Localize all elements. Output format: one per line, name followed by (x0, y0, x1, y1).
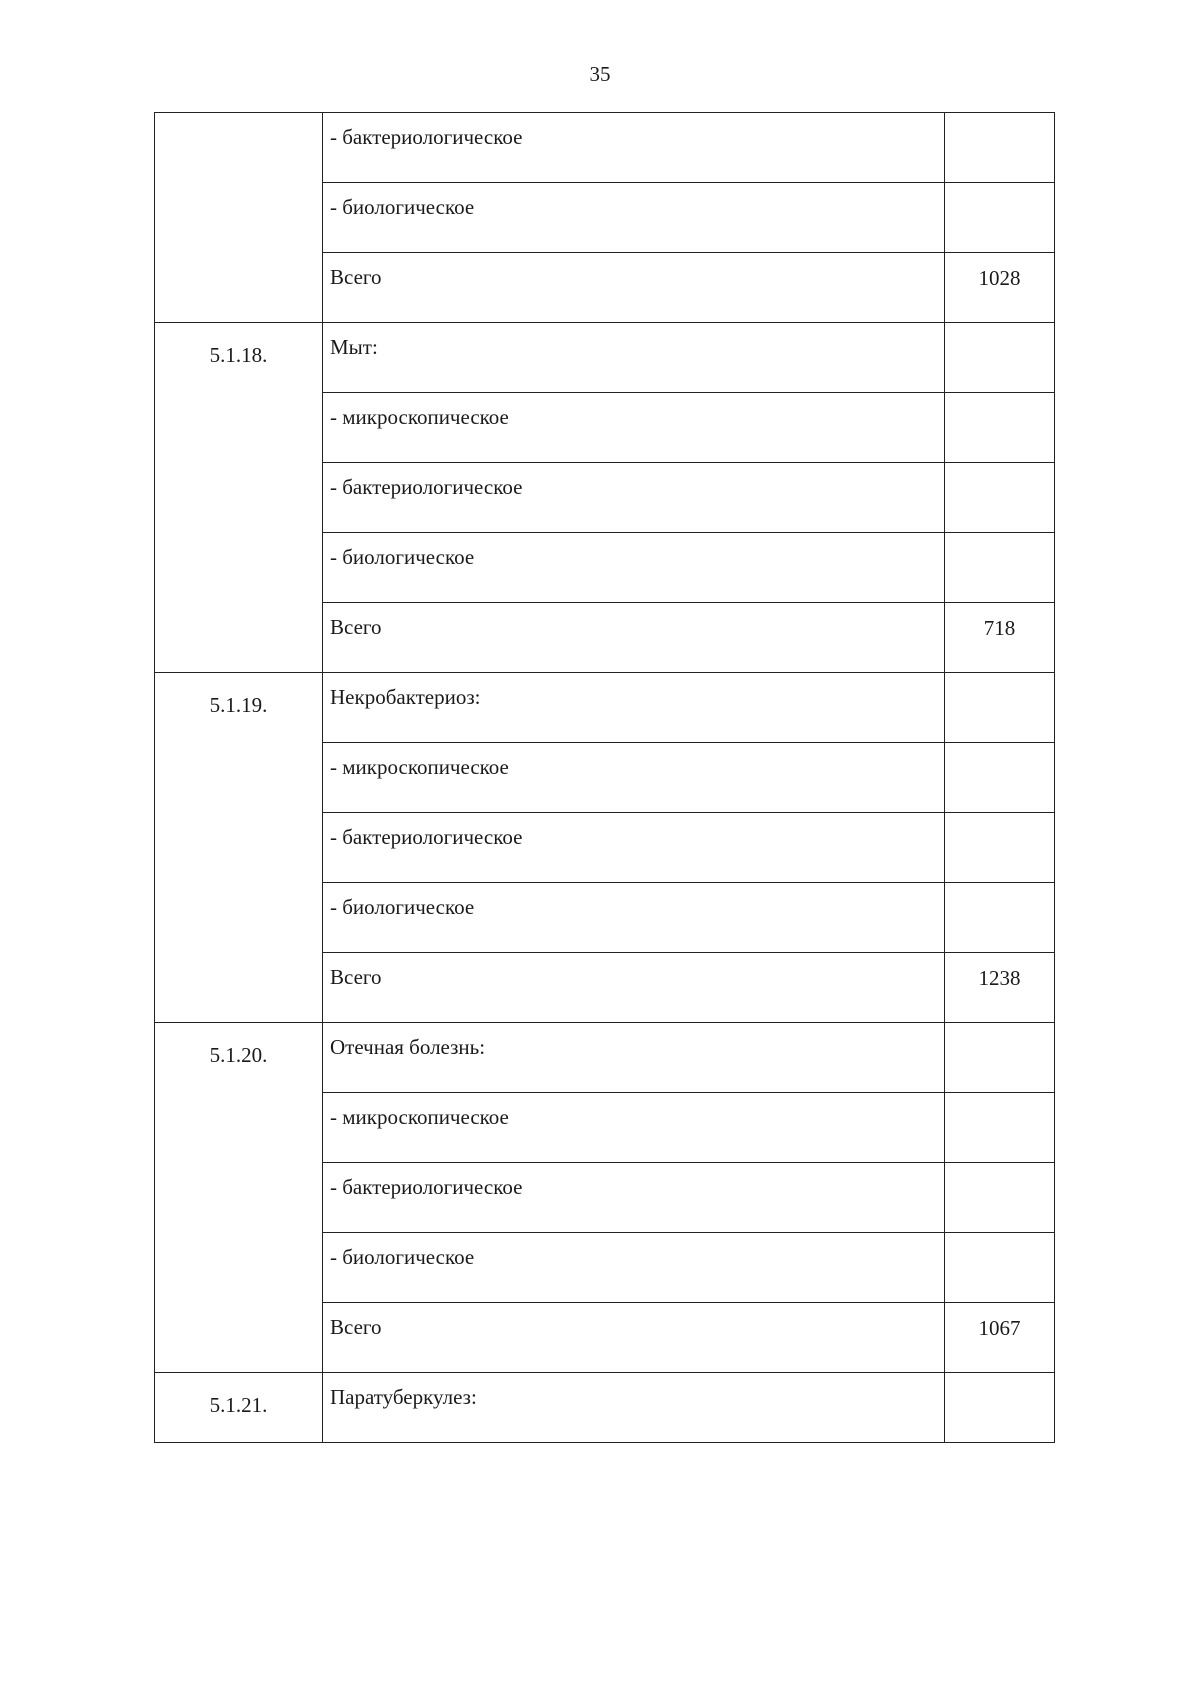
research-name: Мыт: (330, 335, 378, 359)
section-code-cell (155, 1023, 323, 1373)
table-row (155, 1373, 1055, 1443)
research-name: - бактериологическое (330, 1175, 523, 1199)
value-cell (945, 1093, 1055, 1163)
section-code-cell (155, 323, 323, 673)
value-cell (945, 953, 1055, 1023)
value-cell (945, 1023, 1055, 1093)
value (945, 813, 1054, 826)
value (945, 1093, 1054, 1106)
research-name: Всего (330, 615, 382, 639)
research-name: - биологическое (330, 195, 475, 219)
section-code-cell (155, 673, 323, 1023)
value-cell (945, 393, 1055, 463)
value-cell (945, 183, 1055, 253)
research-name-cell (323, 393, 945, 463)
value: 718 (983, 616, 1016, 640)
research-name-cell (323, 1023, 945, 1093)
value-cell (945, 603, 1055, 673)
value (945, 533, 1054, 546)
research-name: Некробактериоз: (330, 685, 481, 709)
section-code-cell (155, 1373, 323, 1443)
research-name: - микроскопическое (330, 405, 509, 429)
value (945, 1163, 1054, 1176)
research-name-cell (323, 1303, 945, 1373)
value (945, 1233, 1054, 1246)
value (945, 883, 1054, 896)
value (945, 1023, 1054, 1036)
section-code: 5.1.21. (209, 1393, 268, 1417)
research-name: Отечная болезнь: (330, 1035, 486, 1059)
research-name-cell (323, 883, 945, 953)
value-cell (945, 253, 1055, 323)
research-name: - бактериологическое (330, 125, 523, 149)
research-name-cell (323, 323, 945, 393)
research-name-cell (323, 253, 945, 323)
research-name: - бактериологическое (330, 475, 523, 499)
value (945, 743, 1054, 756)
research-name: - микроскопическое (330, 755, 509, 779)
value-cell (945, 113, 1055, 183)
value-cell (945, 813, 1055, 883)
value-cell (945, 1233, 1055, 1303)
value-cell (945, 1373, 1055, 1443)
value-cell (945, 463, 1055, 533)
tariff-table (154, 112, 1055, 1443)
value: 1238 (978, 966, 1021, 990)
research-name-cell (323, 743, 945, 813)
page-number: 35 (589, 62, 611, 86)
research-name: Всего (330, 965, 382, 989)
value-cell (945, 1303, 1055, 1373)
table-row (155, 1023, 1055, 1093)
research-name-cell (323, 113, 945, 183)
research-name-cell (323, 813, 945, 883)
research-name: - биологическое (330, 895, 475, 919)
value-cell (945, 1163, 1055, 1233)
value (945, 393, 1054, 406)
research-name: - биологическое (330, 545, 475, 569)
research-name-cell (323, 673, 945, 743)
value: 1028 (978, 266, 1021, 290)
research-name-cell (323, 1163, 945, 1233)
research-name-cell (323, 463, 945, 533)
value (945, 673, 1054, 686)
value (945, 323, 1054, 336)
section-code: 5.1.18. (209, 343, 268, 367)
table-row (155, 113, 1055, 183)
research-name: - микроскопическое (330, 1105, 509, 1129)
section-code: 5.1.19. (209, 693, 268, 717)
value-cell (945, 533, 1055, 603)
value-cell (945, 323, 1055, 393)
research-name-cell (323, 1233, 945, 1303)
research-name: Всего (330, 1315, 382, 1339)
section-code: 5.1.20. (209, 1043, 268, 1067)
value (945, 183, 1054, 196)
value (945, 113, 1054, 126)
section-code-cell (155, 113, 323, 323)
research-name-cell (323, 603, 945, 673)
value: 1067 (978, 1316, 1021, 1340)
research-name-cell (323, 183, 945, 253)
research-name: - биологическое (330, 1245, 475, 1269)
table-row (155, 323, 1055, 393)
value (945, 463, 1054, 476)
value-cell (945, 673, 1055, 743)
table-row (155, 673, 1055, 743)
research-name-cell (323, 953, 945, 1023)
research-name: Паратуберкулез: (330, 1385, 477, 1409)
research-name: - бактериологическое (330, 825, 523, 849)
value-cell (945, 883, 1055, 953)
research-name: Всего (330, 265, 382, 289)
research-name-cell (323, 1093, 945, 1163)
value (945, 1373, 1054, 1386)
research-name-cell (323, 1373, 945, 1443)
value-cell (945, 743, 1055, 813)
research-name-cell (323, 533, 945, 603)
table-body (155, 113, 1055, 1443)
